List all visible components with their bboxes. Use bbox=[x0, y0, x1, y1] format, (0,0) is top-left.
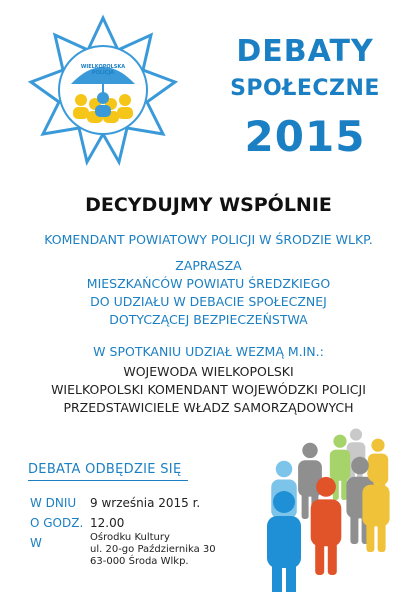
title-line-1: DEBATY bbox=[236, 34, 374, 69]
date-label: W DNIU bbox=[30, 496, 77, 510]
details-heading: DEBATA ODBĘDZIE SIĘ bbox=[28, 462, 182, 477]
time-value: 12.00 bbox=[90, 516, 125, 530]
place-line: 63-000 Środa Wlkp. bbox=[90, 556, 189, 567]
place-line: Ośrodku Kultury bbox=[90, 532, 170, 543]
invite-line: DOTYCZĄCEJ BEZPIECZEŃSTWA bbox=[109, 312, 308, 327]
invite-line: MIESZKAŃCÓW POWIATU ŚREDZKIEGO bbox=[86, 276, 331, 291]
participant-item: WIELKOPOLSKI KOMENDANT WOJEWÓDZKI POLICJI bbox=[51, 382, 366, 397]
police-star-icon bbox=[18, 10, 188, 170]
people-illustration bbox=[240, 420, 410, 592]
inviter-text: KOMENDANT POWIATOWY POLICJI W ŚRODZIE WLKP. bbox=[44, 232, 373, 247]
time-label: O GODZ. bbox=[30, 516, 84, 530]
invite-line: DO UDZIAŁU W DEBACIE SPOŁECZNEJ bbox=[90, 294, 327, 309]
place-label: W bbox=[30, 536, 42, 550]
logo-badge-text: WIELKOPOLSKA POLICJA bbox=[80, 64, 126, 76]
invite-line: ZAPRASZA bbox=[175, 258, 242, 273]
title-year: 2015 bbox=[244, 112, 366, 161]
participant-item: PRZEDSTAWICIELE WŁADZ SAMORZĄDOWYCH bbox=[63, 400, 354, 415]
title-line-2: SPOŁECZNE bbox=[230, 76, 380, 101]
date-value: 9 września 2015 r. bbox=[90, 496, 201, 510]
place-line: ul. 20-go Października 30 bbox=[90, 544, 216, 555]
participants-heading: W SPOTKANIU UDZIAŁ WEZMĄ M.IN.: bbox=[93, 344, 324, 359]
participant-item: WOJEWODA WIELKOPOLSKI bbox=[123, 364, 294, 379]
headline: DECYDUJMY WSPÓLNIE bbox=[85, 194, 332, 216]
police-logo bbox=[18, 10, 188, 170]
people-group-icon bbox=[240, 420, 410, 592]
details-underline bbox=[28, 480, 188, 481]
